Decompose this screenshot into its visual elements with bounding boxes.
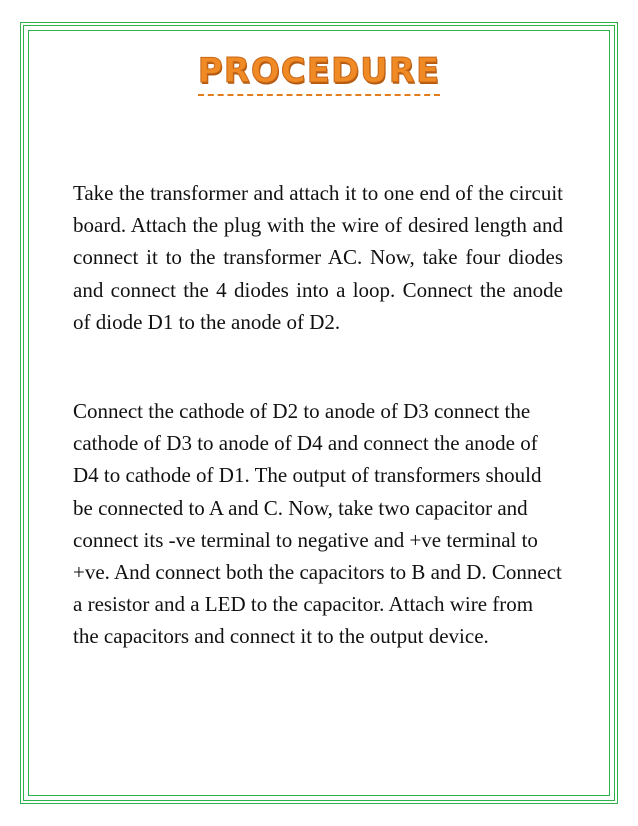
paragraph-2: Connect the cathode of D2 to anode of D3 connect the cathode of D3 to anode of D4 and connect the anode of D4 to cathode of D1. The output of transformers should be connected to A and C. Now, take two capacitor and connect its -ve terminal to negative and +ve terminal to +ve. And connect both the capacitors to B and D. Connect a resistor and a LED to the capacitor. Attach wire from the capacitors and connect it to the output device. [73, 399, 562, 649]
page-title: PROCEDURE [198, 54, 440, 96]
paragraph-1: Take the transformer and attach it to one end of the circuit board. Attach the plug with the wire of desired length and connect it to the transformer AC. Now, take four diodes and connect the 4 diodes into a loop. Connect the anode of diode D1 to the anode of D2. [73, 181, 563, 334]
heading-container [0, 51, 638, 96]
